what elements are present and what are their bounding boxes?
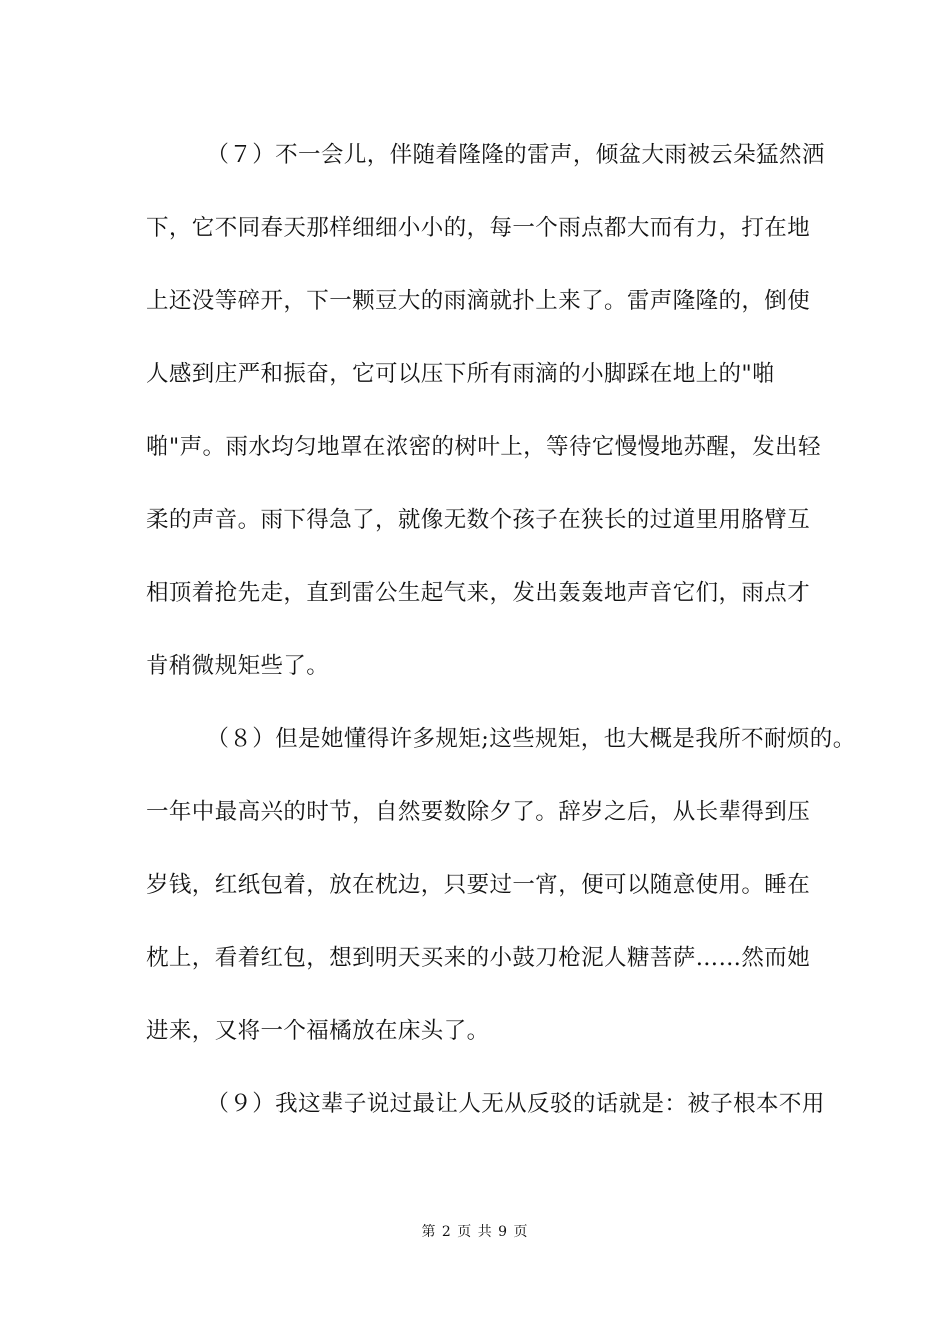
text-line: 相顶着抢先走，直到雷公生起气来，发出轰轰地声音它们，雨点才 <box>146 580 811 606</box>
text-line: 岁钱，红纸包着，放在枕边，只要过一宵，便可以随意使用。睡在 <box>146 872 811 898</box>
text-line: 柔的声音。雨下得急了，就像无数个孩子在狭长的过道里用胳臂互 <box>146 507 811 533</box>
text-line: （９）我这辈子说过最让人无从反驳的话就是：被子根本不用 <box>146 1091 825 1117</box>
text-line: （８）但是她懂得许多规矩;这些规矩，也大概是我所不耐烦的。 <box>146 726 856 752</box>
text-line: 下，它不同春天那样细细小小的，每一个雨点都大而有力，打在地 <box>146 215 811 241</box>
text-line: 肯稍微规矩些了。 <box>146 653 330 679</box>
text-line: 一年中最高兴的时节，自然要数除夕了。辞岁之后，从长辈得到压 <box>146 799 811 825</box>
text-line: （７）不一会儿，伴随着隆隆的雷声，倾盆大雨被云朵猛然洒 <box>146 142 825 168</box>
text-line: 进来，又将一个福橘放在床头了。 <box>146 1018 490 1044</box>
text-line: 上还没等碎开，下一颗豆大的雨滴就扑上来了。雷声隆隆的，倒使 <box>146 288 811 314</box>
text-line: 枕上，看着红包，想到明天买来的小鼓刀枪泥人糖菩萨……然而她 <box>146 945 811 971</box>
text-line: 人感到庄严和振奋，它可以压下所有雨滴的小脚踩在地上的"啪 <box>146 361 776 387</box>
text-line: 啪"声。雨水均匀地罩在浓密的树叶上，等待它慢慢地苏醒，发出轻 <box>146 434 821 460</box>
page-number: 第 2 页 共 9 页 <box>421 1224 529 1240</box>
